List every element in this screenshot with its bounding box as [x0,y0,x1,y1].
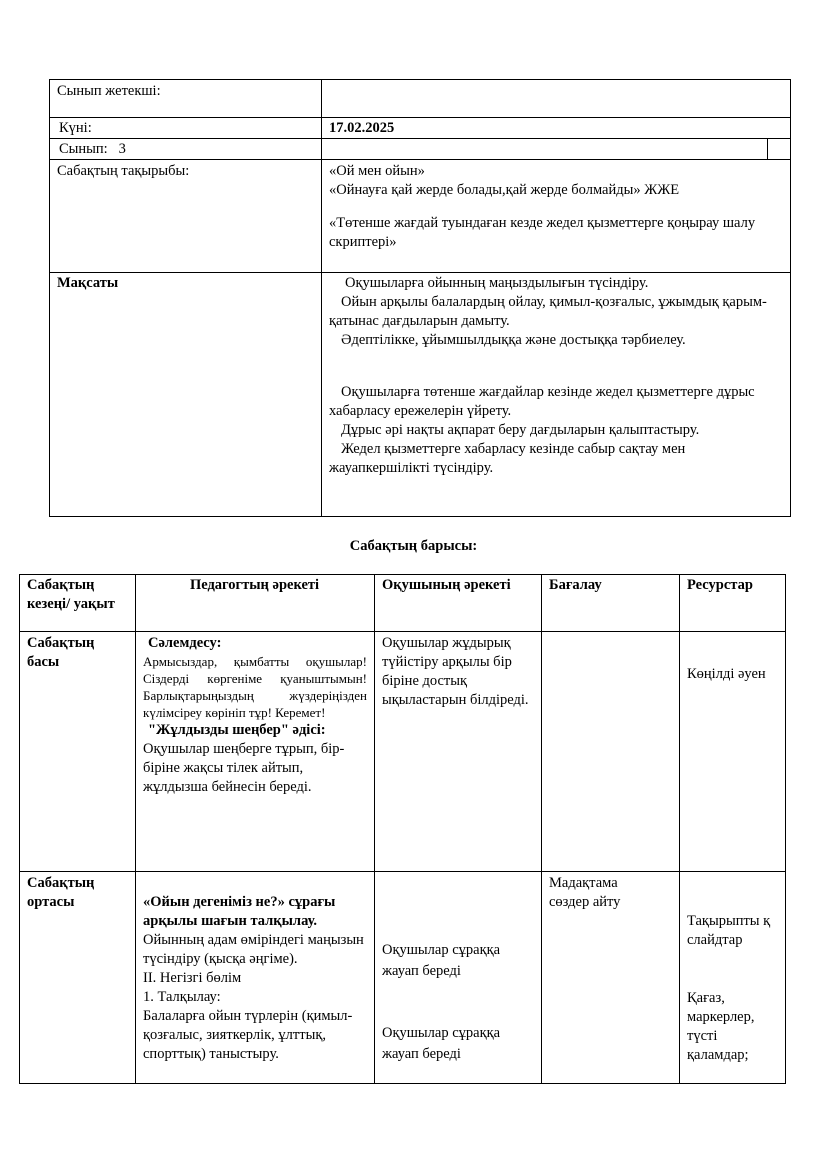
goal-item: Ойын арқылы балалардың ойлау, қимыл-қозғалыс, ұжымдық қарым-қатынас дағдыларын дамыту. [329,294,767,329]
section-title: Сабақтың барысы: [349,538,478,554]
discussion-title: «Ойын дегеніміз не?» сұрағы арқылы шағын талқылау. [143,894,336,929]
topic-line-3: «Төтенше жағдай туындаған кезде жедел қызметтерге қоңырау шалу скриптері» [329,215,756,250]
goals-value [329,274,784,478]
topic-line-1: «Ой мен ойын» [329,163,425,179]
class-value: 3 [118,141,126,157]
topic-value [329,162,784,252]
goal-item: Әдептілікке, ұйымшылдыққа және достыққа тәрбиелеу. [341,332,686,348]
row2-resources-1: Тақырыпты қ слайдтар [687,913,771,948]
row2-assessment: Мадақтама сөздер айту [549,875,621,910]
step-text: Балаларға ойын түрлерін (қимыл-қозғалыс, зияткерлік, ұлттық, спорттық) таныстыру. [143,1008,353,1062]
row1-teacher [143,634,367,797]
greeting-text: Армысыздар, қымбатты оқушылар! Сіздерді көргеніме қуаныштымын! Барлықтарыңыздың жүздеріңізден күлімсіреу көрініп тұр! Керемет! [143,654,367,720]
goal-item: Дұрыс әрі нақты ақпарат беру дағдыларын қалыптастыру. [341,422,700,438]
method-text: Оқушылар шеңберге тұрып, бір-біріне жақсы тілек айтып, жұлдызша бейнесін береді. [143,741,345,795]
row1-resources: Көңілді әуен [687,666,766,682]
row1-student: Оқушылар жұдырық түйістіру арқылы бір біріне достық ықыластарын білдіреді. [382,635,529,708]
greeting-title: Сәлемдесу: [148,635,222,651]
class-teacher-label: Сынып жетекші: [57,83,161,99]
row2-student-1: Оқушылар сұраққа жауап береді [382,942,501,979]
header-student: Оқушының әрекеті [382,577,511,593]
header-resources: Ресурстар [687,577,753,593]
row2-stage: Сабақтың ортасы [27,875,95,910]
class-label: Сынып: [59,141,108,157]
header-assessment: Бағалау [549,577,602,593]
goal-item: Оқушыларға ойынның маңыздылығын түсіндіру. [345,275,649,291]
class-row [59,140,126,159]
row2-resources-2: Қағаз, маркерлер, түсті қаламдар; [687,990,755,1063]
goals-label: Мақсаты [57,275,119,291]
part-label: II. Негізгі бөлім [143,970,242,986]
step-label: 1. Талқылау: [143,989,221,1005]
row2-student-2: Оқушылар сұраққа жауап береді [382,1025,501,1062]
method-title: "Жұлдызды шеңбер" әдісі: [148,722,326,738]
header-stage: Сабақтың кезеңі/ уақыт [27,577,115,612]
goal-item: Жедел қызметтерге хабарласу кезінде сабыр сақтау мен жауапкершілікті түсіндіру. [329,441,686,476]
goal-item: Оқушыларға төтенше жағдайлар кезінде жедел қызметтерге дұрыс хабарласу ережелерін үйрету. [329,384,755,419]
header-teacher: Педагогтың әрекеті [189,577,320,593]
topic-line-2: «Ойнауға қай жерде болады,қай жерде болмайды» ЖЖЕ [329,182,680,198]
date-value: 17.02.2025 [329,120,395,136]
date-label: Күні: [59,120,92,136]
row1-stage: Сабақтың басы [27,635,95,670]
topic-label: Сабақтың тақырыбы: [57,163,190,179]
discussion-text: Ойынның адам өміріндегі маңызын түсіндіру (қысқа әңгіме). [143,932,364,967]
row2-teacher [143,893,371,1064]
